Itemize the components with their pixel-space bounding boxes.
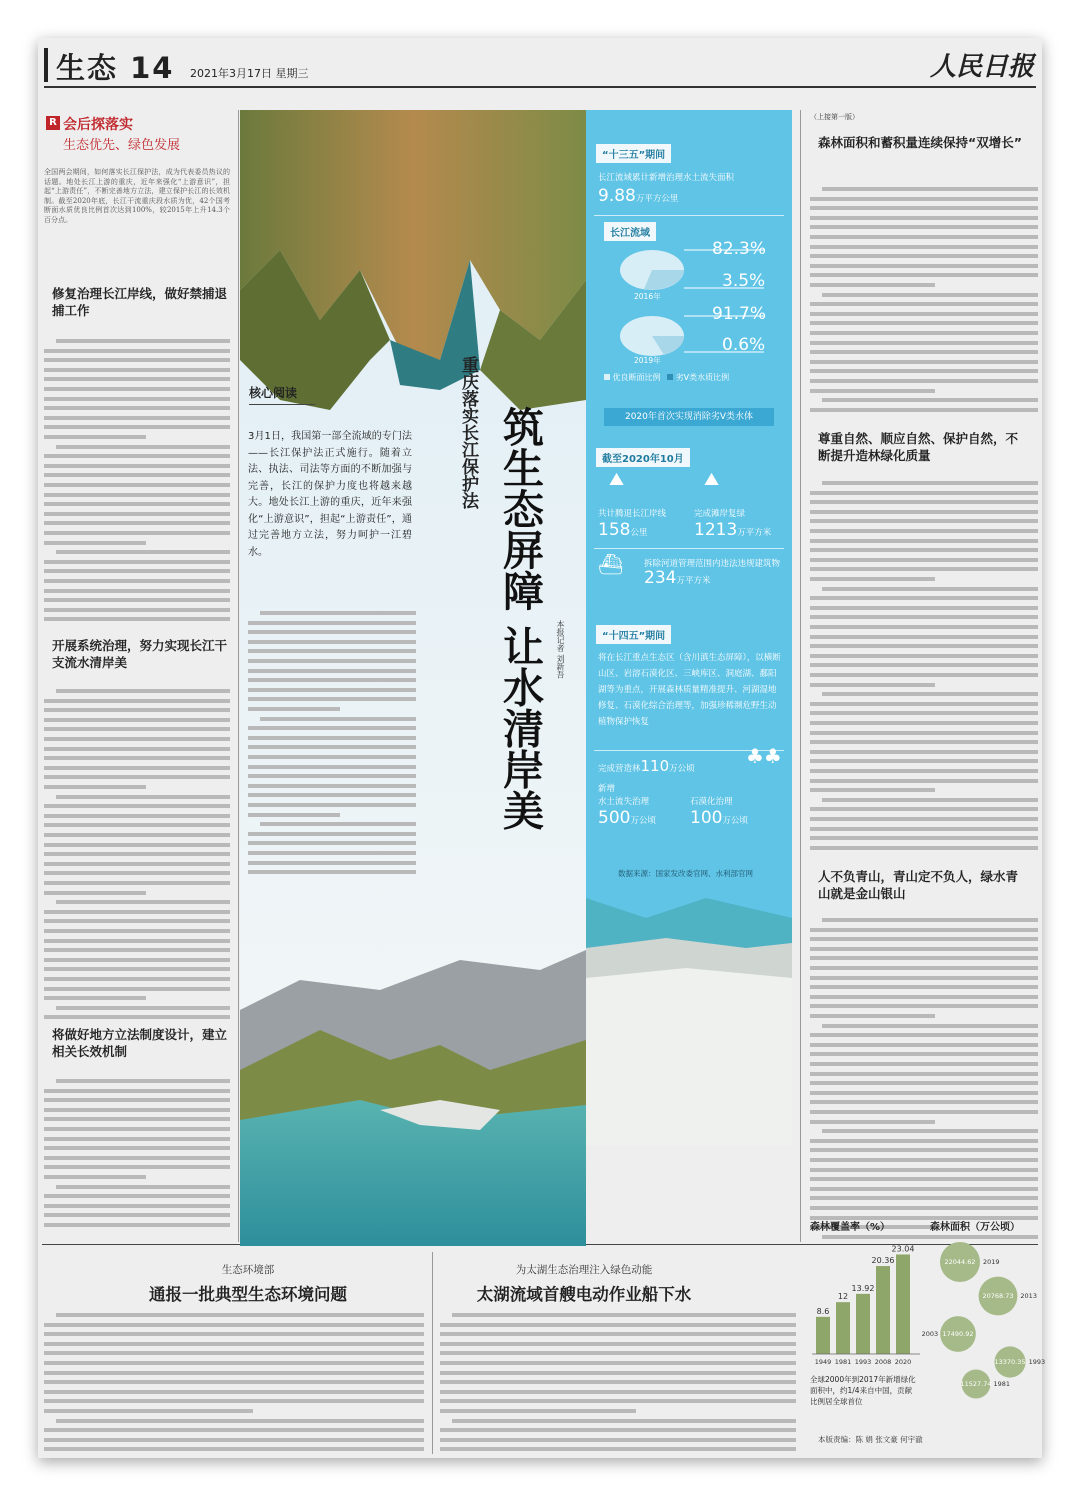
forest-area-value: 20768.73 [982,1292,1014,1300]
legend-a: 优良断面比例 [612,373,661,382]
forest-area-year: 1993 [1028,1358,1046,1366]
left-subhead-3: 将做好地方立法制度设计，建立相关长效机制 [52,1027,228,1059]
coverage-bar-label: 8.6 [816,1306,830,1316]
pie1-a-value: 82.3% [712,239,767,259]
left-subhead-2: 开展系统治理，努力实现长江干支流水清岸美 [52,638,228,670]
coverage-year-label: 1981 [834,1358,852,1366]
stat7-unit: 万公顷 [722,816,748,826]
stat1-label: 长江流域累计新增治理水土流失面积 [598,173,735,183]
stat7-label: 石漠化治理 [690,797,733,807]
period-oct-2020: 截至2020年10月 [596,448,690,467]
byline: 本报记者 刘新吾 [556,620,565,679]
story-b-title: 太湖流域首艘电动作业船下水 [476,1285,692,1304]
intro-paragraph: 全国两会期间，如何落实长江保护法，成为代表委员热议的话题。地处长江上游的重庆，近年来强化“上游意识”，担起“上游责任”，不断完善地方立法，建立保护长江的长效机制。截至2020年底，长江干流重庆段水质为优，42个国考断面水质优良比例首次达到100%，较2015年上升14.3个百分点。 [44,168,230,224]
core-read-label: 核心阅读 [249,386,298,400]
section-title: 生态 14 [56,51,175,85]
continued-from-front: （上接第一版） [810,113,859,121]
coverage-year-label: 2008 [874,1358,892,1366]
pie1-b-value: 3.5% [722,271,766,291]
stat6-value: 500 [598,808,631,828]
forest-coverage-chart [810,1234,922,1372]
coverage-year-label: 1993 [854,1358,872,1366]
headline-overline: 重庆落实长江保护法 [458,356,478,509]
basin-tag: 长江流域 [604,222,656,241]
header-rule [44,86,1036,88]
kicker-title: 会后探落实 [63,117,133,133]
body-text [810,184,1038,420]
legend-swatch-b [667,374,673,380]
note-no-class-v-water: 2020年首次实现消除劣V类水体 [604,408,774,426]
body-text [440,1310,796,1454]
forest-area-year: 2003 [921,1330,939,1338]
editor-credit: 本版责编：陈 娟 张文豪 何宇澈 [818,1435,923,1444]
column-rule [238,110,239,1242]
coverage-year-label: 2020 [894,1358,912,1366]
left-subhead-1: 修复治理长江岸线，做好禁捕退捕工作 [52,286,228,318]
pie1-year: 2016年 [634,292,661,301]
stat4-label: 拆除河道管理范围内违法违规建筑物 [644,559,781,569]
forest-area-value: 17490.92 [942,1330,974,1338]
stat5-label: 完成营造林 [598,764,641,774]
coverage-bar [876,1266,890,1354]
issue-date: 2021年3月17日 星期三 [190,67,309,80]
forest-area-year: 2013 [1020,1292,1037,1300]
stat3-value: 1213 [694,520,738,540]
stat5-unit: 万公顷 [669,764,695,774]
coverage-year-label: 1949 [814,1358,832,1366]
column-rule [800,110,801,1242]
headline-title: 筑生态屏障 让水清岸美 [496,406,544,831]
stat6-label: 水土流失治理 [598,797,650,807]
chart1-title: 森林覆盖率（%） [810,1222,891,1233]
period-13th-five-year: “十三五”期间 [596,144,671,163]
body-text [44,1310,424,1454]
plan-text: 将在长江重点生态区（含川滇生态屏障），以横断山区、岩溶石漠化区、三峡库区、洞庭湖、鄱阳湖等为重点，开展森林质量精准提升、河湖湿地修复、石漠化综合治理等，加强珍稀濒危野生动植物保护恢复 [598,653,781,727]
chart2-title: 森林面积（万公顷） [930,1222,1020,1233]
stat5-value: 110 [640,757,670,775]
pie2-year: 2019年 [634,356,661,365]
kicker-subtitle: 生态优先、绿色发展 [63,138,181,153]
story-a-kicker: 生态环境部 [221,1264,275,1276]
story-b-kicker: 为太湖生态治理注入绿色动能 [515,1264,653,1276]
stat4-unit: 万平方米 [676,576,711,586]
page-header [38,38,1042,90]
shoreline-icon: ⛰ [609,469,625,490]
body-text [810,915,1038,1243]
forest-area-year: 1981 [993,1380,1011,1388]
coverage-bar [856,1294,870,1354]
pie2-b-value: 0.6% [722,335,766,355]
body-text [248,608,416,876]
forest-area-value: 22044.62 [944,1258,976,1266]
right-subhead-1: 森林面积和蓄积量连续保持“双增长” [818,135,1022,150]
divider [594,548,784,549]
stat3-label: 完成滩岸复绿 [694,509,746,519]
forest-area-value: 11527.74 [960,1380,992,1388]
stat2-value: 158 [598,520,631,540]
coverage-bar [836,1302,850,1354]
stat3-unit: 万平方米 [737,528,772,538]
stat1-unit: 万平方公里 [635,194,679,204]
masthead-logo: 人民日报 [929,52,1034,82]
stat2-label: 共计腾退长江岸线 [598,509,667,519]
coverage-bar [896,1254,910,1354]
ship-icon: ⛴ [598,552,624,576]
header-bracket [44,48,48,82]
coverage-bar [816,1317,830,1354]
tree-icon: ♣♣ [746,744,782,768]
stat1-value: 9.88 [598,186,636,206]
right-subhead-2: 尊重自然、顺应自然、保护自然，不断提升造林绿化质量 [818,431,1019,463]
body-text [44,1076,230,1236]
core-read-text: 3月1日，我国第一部全流域的专门法——长江保护法正式施行。随着立法、执法、司法等方面的不断加强与完善，长江的保护力度也将越来越大。地处长江上游的重庆，近年来强化“上游意识”，担起“上游责任”，通过完善地方立法，努力呵护一江碧水。 [248,431,412,558]
legend-swatch-a [604,374,610,380]
core-read-rule [249,404,315,405]
legend-b: 劣V类水质比例 [675,373,730,382]
right-subhead-3: 人不负青山，青山定不负人，绿水青山就是金山银山 [818,869,1019,901]
greening-icon: ⛰ [704,469,720,490]
story-a-title: 通报一批典型生态环境问题 [149,1285,347,1304]
forest-area-chart [921,1234,1046,1404]
column-rule [432,1252,433,1454]
pie2-a-value: 91.7% [712,304,767,324]
kicker-badge: R [46,116,60,130]
stat6-unit: 万公顷 [630,816,656,826]
divider [594,215,784,216]
body-text [44,336,230,626]
body-text [810,478,1038,854]
body-text [44,686,230,1024]
forest-area-value: 13370.35 [994,1358,1026,1366]
coverage-bar-label: 23.04 [891,1244,915,1254]
infographic-source: 数据来源：国家发改委官网、水利部官网 [618,869,753,878]
newspaper-page [38,38,1046,1458]
stat4-value: 234 [644,568,677,588]
forest-area-year: 2019 [983,1258,1000,1266]
chart-note: 全球2000年到2017年新增绿化面积中，约1/4来自中国，贡献比例居全球首位 [810,1375,916,1406]
period-14th-five-year: “十四五”期间 [596,625,671,644]
stat2-unit: 公里 [630,528,648,538]
coverage-bar-label: 13.92 [851,1283,875,1293]
coverage-bar-label: 20.36 [871,1256,895,1266]
stat7-value: 100 [690,808,723,828]
new-label: 新增 [598,784,616,794]
coverage-bar-label: 12 [837,1292,849,1302]
